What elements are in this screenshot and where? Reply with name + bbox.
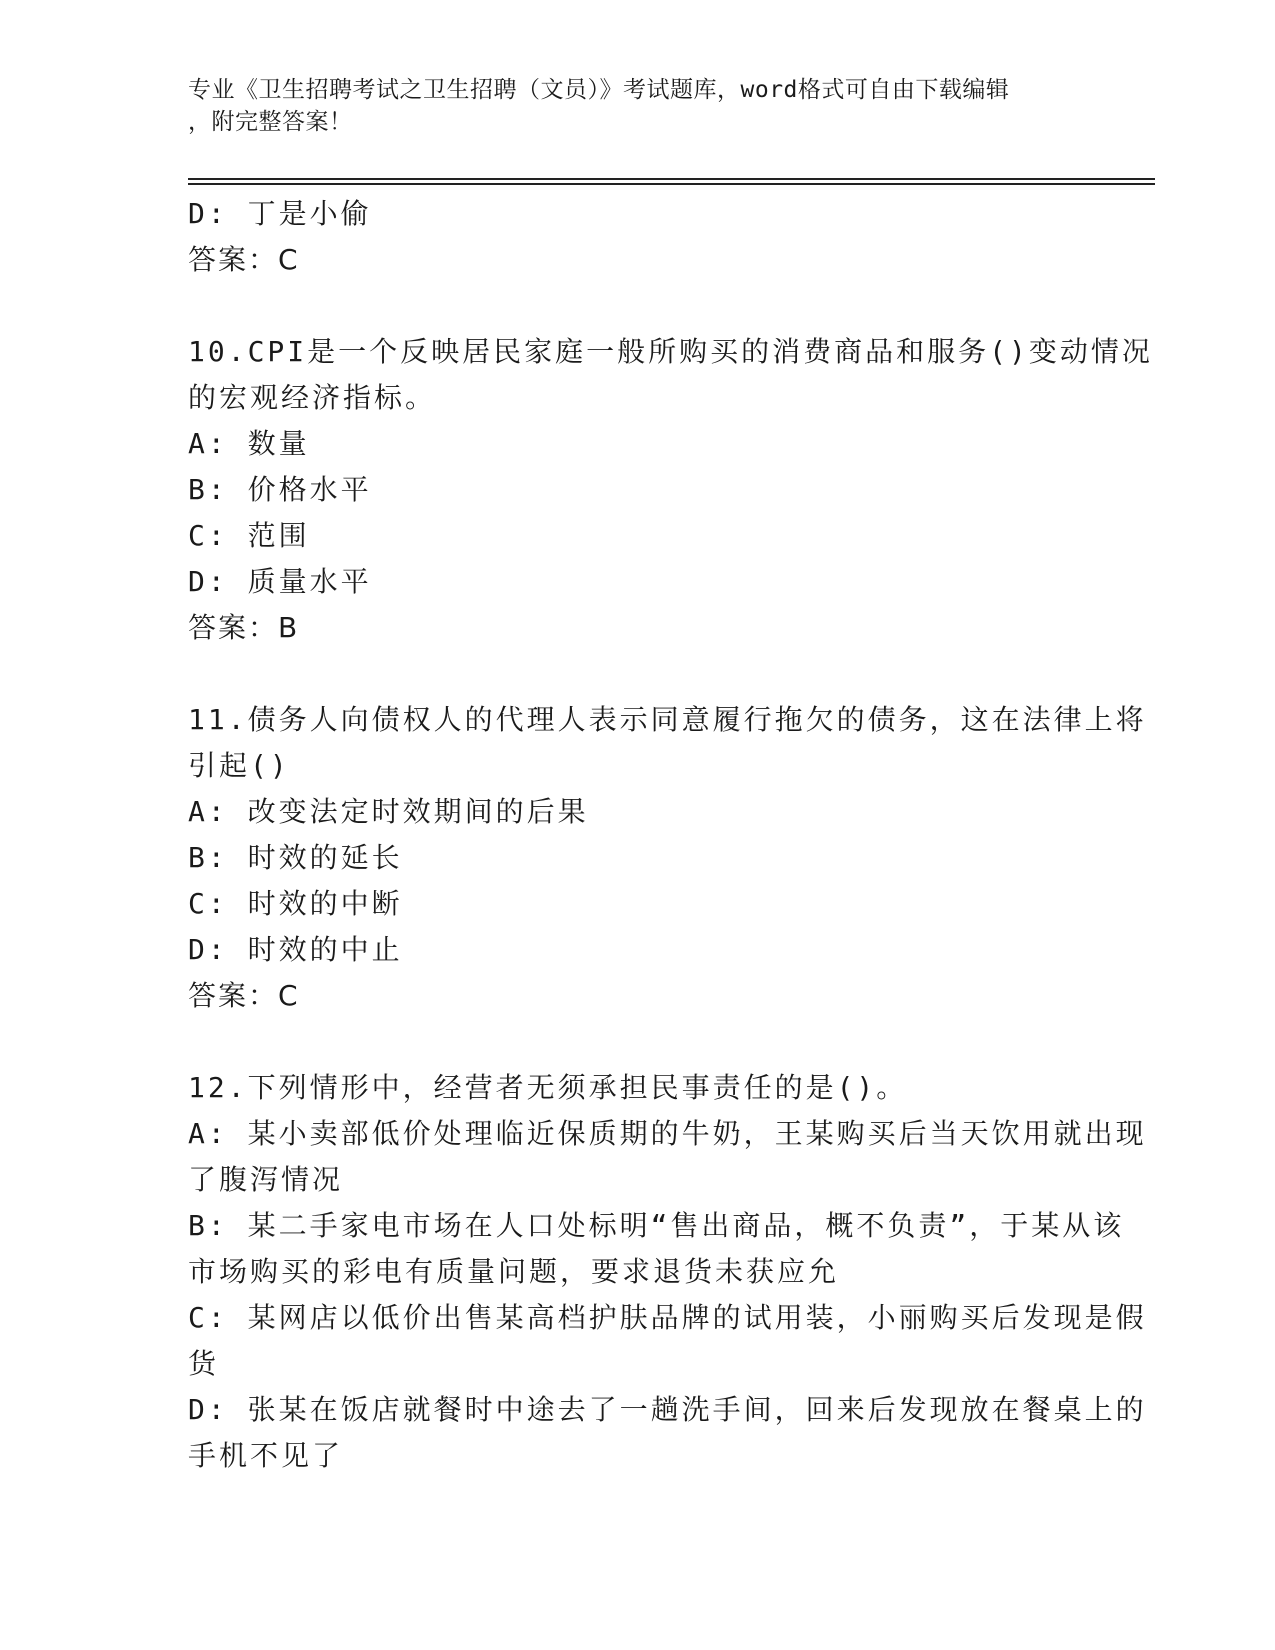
- question-stem-line: 11.债务人向债权人的代理人表示同意履行拖欠的债务，这在法律上将: [188, 703, 1147, 736]
- question-10: [188, 329, 1153, 651]
- option-c: C: 范围: [188, 519, 310, 552]
- answer-line: 答案：C: [188, 979, 300, 1012]
- answer-line: 答案：B: [188, 611, 300, 644]
- option-c-line: 货: [188, 1347, 220, 1380]
- answer-line: 答案：C: [188, 243, 300, 276]
- option-a: A: 改变法定时效期间的后果: [188, 795, 589, 828]
- option-d-line: D: 张某在饭店就餐时中途去了一趟洗手间，回来后发现放在餐桌上的: [188, 1393, 1147, 1426]
- option-a: A: 数量: [188, 427, 310, 460]
- option-d: D: 质量水平: [188, 565, 372, 598]
- question-11: [188, 697, 1147, 1019]
- header-line-2: ，附完整答案！: [188, 109, 353, 135]
- header-divider-bottom: [188, 183, 1155, 185]
- option-d-line: 手机不见了: [188, 1439, 344, 1472]
- header-divider-top: [188, 178, 1155, 180]
- option-c-line: C: 某网店以低价出售某高档护肤品牌的试用装，小丽购买后发现是假: [188, 1301, 1147, 1334]
- question-stem-line: 12.下列情形中，经营者无须承担民事责任的是()。: [188, 1071, 908, 1104]
- option-d: D: 丁是小偷: [188, 197, 372, 230]
- option-c: C: 时效的中断: [188, 887, 403, 920]
- header-line-1: 专业《卫生招聘考试之卫生招聘（文员）》考试题库，word格式可自由下载编辑: [188, 77, 1010, 103]
- document-header: [188, 74, 1068, 138]
- spacer: [188, 1019, 1088, 1065]
- option-b: B: 价格水平: [188, 473, 372, 506]
- spacer: [188, 283, 1088, 329]
- question-stem-line: 的宏观经济指标。: [188, 381, 437, 414]
- option-b-line: 市场购买的彩电有质量问题，要求退货未获应允: [188, 1255, 840, 1288]
- option-a-line: 了腹泻情况: [188, 1163, 344, 1196]
- question-stem-line: 10.CPI是一个反映居民家庭一般所购买的消费商品和服务()变动情况: [188, 335, 1153, 368]
- spacer: [188, 651, 1088, 697]
- option-b: B: 时效的延长: [188, 841, 403, 874]
- option-d: D: 时效的中止: [188, 933, 403, 966]
- option-a-line: A: 某小卖部低价处理临近保质期的牛奶，王某购买后当天饮用就出现: [188, 1117, 1147, 1150]
- question-12: [188, 1065, 1147, 1479]
- document-body: [188, 191, 1153, 1479]
- option-b-line: B: 某二手家电市场在人口处标明“售出商品，概不负责”，于某从该: [188, 1209, 1125, 1242]
- question-stem-line: 引起(): [188, 749, 290, 782]
